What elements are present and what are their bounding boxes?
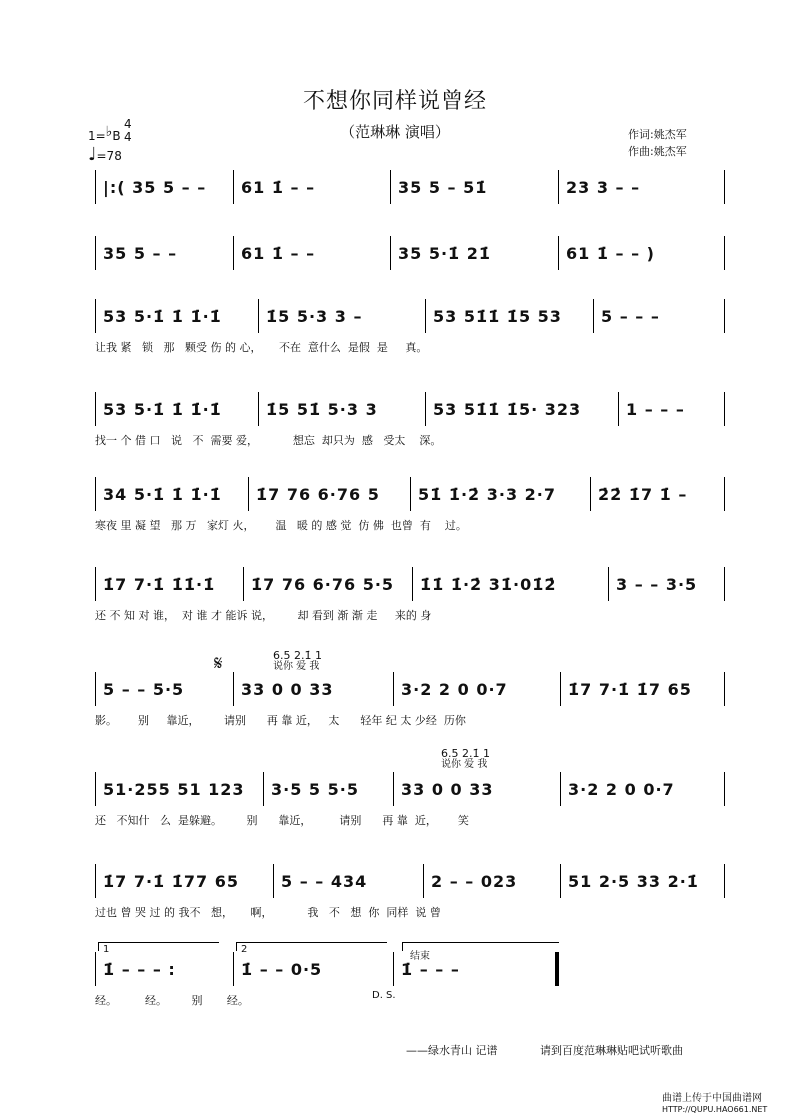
volta-bracket-1 (98, 942, 219, 951)
lyrics-line: 寒夜 里 凝 望 那 万 家灯 火， 温 暖 的 感 觉 仿 佛 也曾 有 过。 (95, 519, 467, 532)
harmony-box-1 (273, 650, 322, 672)
tempo-marking (88, 144, 122, 165)
barline (273, 864, 274, 898)
barline (724, 236, 725, 270)
barline (412, 567, 413, 601)
volta-bracket-2 (236, 942, 387, 951)
harmony-box-2 (441, 748, 490, 770)
song-performer: （范琳琳 演唱） (340, 123, 450, 141)
measure: 3·2 2 0 0·7 (568, 780, 675, 799)
measure: |:( 35 5 – – (103, 178, 207, 197)
barline (258, 392, 259, 426)
measure: 53 51̇1̇ 1̇5· 323 (433, 400, 582, 419)
time-signature (124, 118, 132, 144)
barline (724, 864, 725, 898)
barline (724, 567, 725, 601)
volta-1-label: 1 (103, 944, 110, 955)
harmony-notes: 6.5 2.1̇ 1 (273, 649, 322, 662)
barline (410, 477, 411, 511)
listen-note: 请到百度范琳琳贴吧试听歌曲 (540, 1044, 683, 1057)
barline (558, 952, 559, 986)
barline (393, 672, 394, 706)
barline (258, 299, 259, 333)
measure: 1̇5 51̇ 5·3 3 (266, 400, 378, 419)
barline (390, 170, 391, 204)
lyrics-line: 还 不 知 对 谁， 对 谁 才 能诉 说， 却 看到 渐 渐 走 来的 身 (95, 609, 432, 622)
barline (558, 170, 559, 204)
measure: 53 5·1̇ 1̇ 1̇·1̇ (103, 400, 222, 419)
barline (95, 672, 96, 706)
barline (95, 299, 96, 333)
measure: 53 51̇1̇ 1̇5 53 (433, 307, 562, 326)
quarter-note-icon: ♩ (88, 144, 97, 165)
measure: 1̇7 7·1̇ 1̇7 65 (568, 680, 692, 699)
song-title: 不想你同样说曾经 (302, 89, 487, 114)
lyricist-credit: 作词:姚杰军 (628, 128, 687, 141)
measure: 35 5·1̇ 21̇ (398, 244, 492, 263)
barline (95, 392, 96, 426)
segno-icon: 𝄋 (214, 651, 223, 675)
barline (95, 864, 96, 898)
final-barline (555, 952, 558, 986)
key-signature (88, 124, 121, 144)
watermark-line1: 曲谱上传于中国曲谱网 (662, 1093, 762, 1104)
barline (393, 772, 394, 806)
barline (243, 567, 244, 601)
measure: 1̇7 7·1̇ 1̇77 65 (103, 872, 239, 891)
time-bottom: 4 (124, 130, 132, 144)
measure: 53 5·1̇ 1̇ 1̇·1̇ (103, 307, 222, 326)
measure: 5 – – 434 (281, 872, 368, 891)
barline (425, 299, 426, 333)
flat-icon: ♭ (105, 124, 113, 140)
measure: 1̇1̇ 1̇·2̇ 31̇·01̇2̇ (420, 575, 557, 594)
ds-marking: D. S. (372, 990, 396, 1001)
measure: 35 5 – – (103, 244, 178, 263)
barline (423, 864, 424, 898)
measure: 34 5·1̇ 1̇ 1̇·1̇ (103, 485, 222, 504)
measure: 23 3 – – (566, 178, 641, 197)
measure: 3 – – 3·5 (616, 575, 698, 594)
lyrics-line: 还 不知什 么 是躲避。 别 靠近， 请别 再 靠 近， 笑 (95, 814, 469, 827)
barline (724, 477, 725, 511)
lyrics-line: 找一 个 借 口 说 不 需要 爱， 想忘 却只为 感 受太 深。 (95, 434, 442, 447)
barline (724, 170, 725, 204)
barline (95, 772, 96, 806)
barline (618, 392, 619, 426)
harmony-lyrics: 说你 爱 我 (273, 661, 320, 672)
composer-credit: 作曲:姚杰军 (628, 145, 687, 158)
barline (724, 672, 725, 706)
measure: 33 0 0 33 (401, 780, 494, 799)
barline (608, 567, 609, 601)
barline (233, 236, 234, 270)
tempo-value: =78 (96, 149, 122, 163)
measure: 1̇5 5·3 3 – (266, 307, 363, 326)
lyrics-line: 影。 别 靠近， 请别 再 靠 近， 太 轻年 纪 太 少经 历你 (95, 714, 466, 727)
barline (233, 952, 234, 986)
key-note: B (112, 129, 121, 143)
measure: 61 1̇ – – (241, 244, 316, 263)
harmony-lyrics: 说你 爱 我 (441, 759, 488, 770)
time-top: 4 (124, 117, 132, 131)
measure: 1̇ – – 0·5 (241, 960, 323, 979)
barline (560, 672, 561, 706)
barline (724, 392, 725, 426)
harmony-notes: 6.5 2.1̇ 1 (441, 747, 490, 760)
barline (95, 952, 96, 986)
barline (724, 772, 725, 806)
barline (95, 567, 96, 601)
measure: 61 1̇ – – (241, 178, 316, 197)
measure: 1̇7 76 6·76 5 (256, 485, 380, 504)
volta-2-label: 2 (241, 944, 248, 955)
watermark (662, 1093, 767, 1115)
measure: 1̇ – – – (401, 960, 460, 979)
measure: 2 – – 023 (431, 872, 518, 891)
barline (558, 236, 559, 270)
barline (95, 170, 96, 204)
ending-label: 结束 (410, 951, 430, 962)
measure: 3·2 2 0 0·7 (401, 680, 508, 699)
measure: 3·5 5 5·5 (271, 780, 359, 799)
barline (393, 952, 394, 986)
measure: 33 0 0 33 (241, 680, 334, 699)
lyrics-line: 经。 经。 别 经。 (95, 994, 249, 1007)
measure: 5 – – – (601, 307, 660, 326)
measure: 2̇2̇ 1̇7 1̇ – (598, 485, 688, 504)
key-prefix: 1= (88, 129, 106, 143)
barline (95, 236, 96, 270)
transcriber-credit: ——绿水青山 记谱 (406, 1044, 498, 1057)
barline (248, 477, 249, 511)
barline (390, 236, 391, 270)
lyrics-line: 过也 曾 哭 过 的 我不 想， 啊， 我 不 想 你 同样 说 曾 (95, 906, 441, 919)
measure: 51·255 51 123 (103, 780, 245, 799)
measure: 1̇ – – – : (103, 960, 176, 979)
measure: 1̇7 7·1̇ 1̇1̇·1̇ (103, 575, 216, 594)
lyrics-line: 让我 紧 锁 那 颗受 伤 的 心， 不在 意什么 是假 是 真。 (95, 341, 428, 354)
watermark-line2: HTTP://QUPU.HAO661.NET (662, 1105, 768, 1114)
measure: 51 2·5 33 2·1̇ (568, 872, 699, 891)
measure: 61 1̇ – – ) (566, 244, 655, 263)
barline (233, 170, 234, 204)
measure: 35 5 – 51̇ (398, 178, 488, 197)
barline (425, 392, 426, 426)
barline (95, 477, 96, 511)
barline (233, 672, 234, 706)
measure: 1̇7 76 6·76 5·5 (251, 575, 395, 594)
barline (724, 299, 725, 333)
barline (560, 864, 561, 898)
measure: 1 – – – (626, 400, 685, 419)
barline (590, 477, 591, 511)
barline (263, 772, 264, 806)
measure: 51̇ 1̇·2̇ 3·3 2·7 (418, 485, 557, 504)
measure: 5 – – 5·5 (103, 680, 185, 699)
barline (560, 772, 561, 806)
barline (593, 299, 594, 333)
